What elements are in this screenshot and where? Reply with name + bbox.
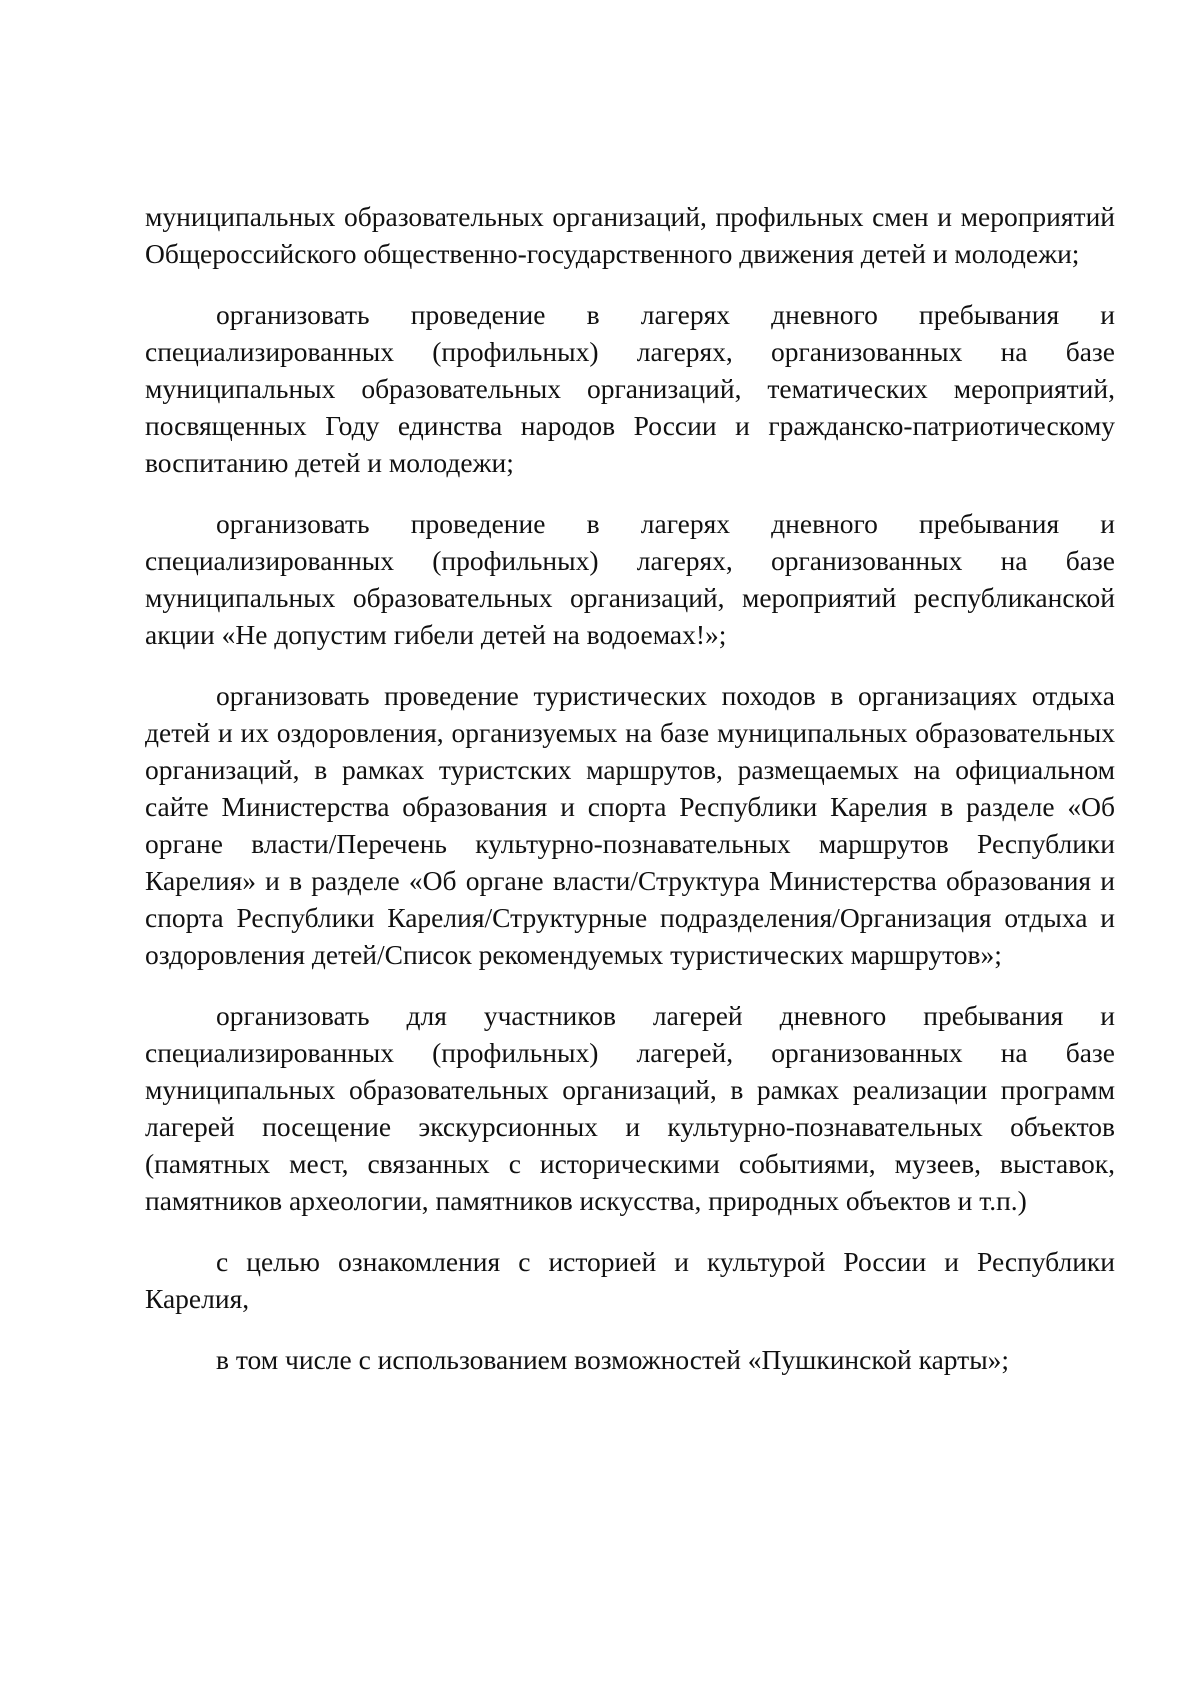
paragraph-thematic-events: организовать проведение в лагерях дневного пребывания и специализированных (профильных) лагерях, организованных на базе муниципальных образовательных организаций, тематических мероприятий, посвященных Году единства народов России и гражданско-патриотическому воспитанию детей и молодежи; [145, 299, 1115, 478]
document-page [145, 198, 1115, 1402]
paragraph-tourist-hikes: организовать проведение туристических походов в организациях отдыха детей и их оздоровления, организуемых на базе муниципальных образовательных организаций, в рамках туристских маршрутов, размещаемых на официальном сайте Министерства образования и спорта Республики Карелия в разделе «Об органе власти/Перечень культурно-познавательных маршрутов Республики Карелия» и в разделе «Об органе власти/Структура Министерства образования и спорта Республики Карелия/Структурные подразделения/Организация отдыха и оздоровления детей/Список рекомендуемых туристических маршрутов»; [145, 680, 1115, 970]
paragraph-excursions: организовать для участников лагерей дневного пребывания и специализированных (профильных) лагерей, организованных на базе муниципальных образовательных организаций, в рамках реализации программ лагерей посещение экскурсионных и культурно-познавательных объектов (памятных мест, связанных с историческими событиями, музеев, выставок, памятников археологии, памятников искусства, природных объектов и т.п.) [145, 1000, 1115, 1216]
paragraph-water-safety-campaign: организовать проведение в лагерях дневного пребывания и специализированных (профильных) лагерях, организованных на базе муниципальных образовательных организаций, мероприятий республиканской акции «Не допустим гибели детей на водоемах!»; [145, 508, 1115, 650]
paragraph-continuation: муниципальных образовательных организаций, профильных смен и мероприятий Общероссийского общественно-государственного движения детей и молодежи; [145, 201, 1115, 269]
paragraph-history-culture: с целью ознакомления с историей и культурой России и Республики Карелия, [145, 1246, 1115, 1314]
paragraph-pushkin-card: в том числе с использованием возможностей «Пушкинской карты»; [216, 1344, 1010, 1375]
